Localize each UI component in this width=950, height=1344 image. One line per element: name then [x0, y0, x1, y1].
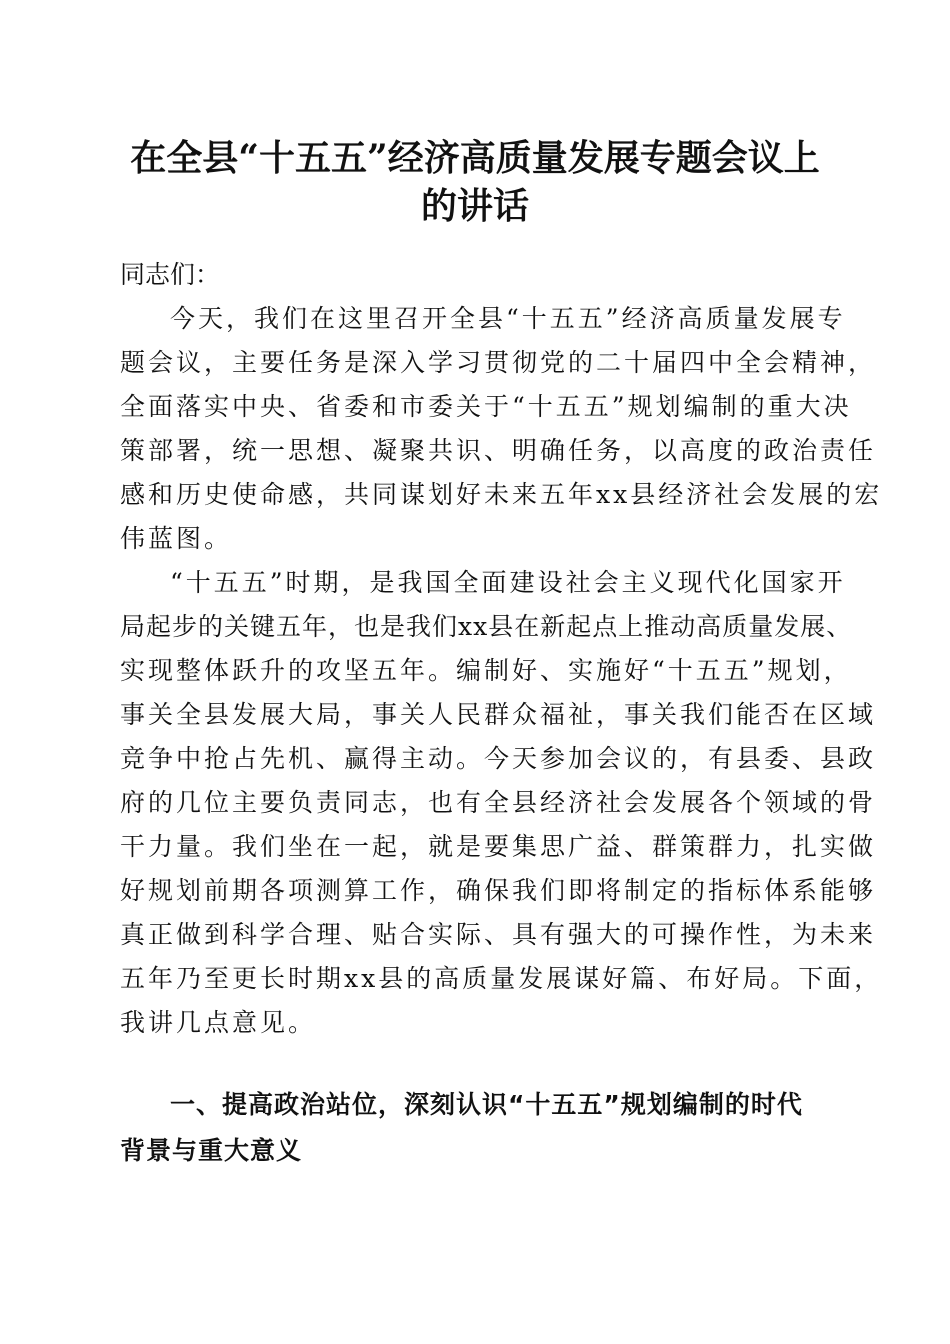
title-line: 的讲话 — [420, 185, 529, 227]
paragraph-line: 感和历史使命感，共同谋划好未来五年xx县经济社会发展的宏 — [120, 480, 883, 509]
document-title — [100, 134, 850, 230]
paragraph-line: 全面落实中央、省委和市委关于“十五五”规划编制的重大决 — [120, 392, 852, 421]
paragraph-line: 干力量。我们坐在一起，就是要集思广益、群策群力，扎实做 — [120, 832, 877, 861]
paragraph-line: 策部署，统一思想、凝聚共识、明确任务，以高度的政治责任 — [120, 436, 877, 465]
paragraph-line: 五年乃至更长时期xx县的高质量发展谋好篇、布好局。下面， — [120, 964, 883, 993]
paragraph-line: 好规划前期各项测算工作，确保我们即将制定的指标体系能够 — [120, 876, 877, 905]
salutation: 同志们： — [120, 260, 221, 289]
paragraph — [120, 561, 883, 1045]
paragraph-line: 真正做到科学合理、贴合实际、具有强大的可操作性，为未来 — [120, 920, 877, 949]
paragraph-line: 伟蓝图。 — [120, 524, 233, 553]
paragraph-line: 事关全县发展大局，事关人民群众福祉，事关我们能否在区域 — [120, 700, 877, 729]
paragraph-line: 我讲几点意见。 — [120, 1008, 317, 1037]
paragraph-line: 实现整体跃升的攻坚五年。编制好、实施好“十五五”规划， — [120, 656, 852, 685]
paragraph-line: 竞争中抢占先机、赢得主动。今天参加会议的，有县委、县政 — [120, 744, 877, 773]
paragraph-line: 局起步的关键五年，也是我们xx县在新起点上推动高质量发展、 — [120, 612, 853, 641]
heading-line: 一、提高政治站位，深刻认识“十五五”规划编制的时代 — [170, 1090, 803, 1119]
section-heading — [120, 1082, 832, 1174]
document-body — [120, 253, 883, 1045]
title-line: 在全县“十五五”经济高质量发展专题会议上 — [130, 137, 820, 179]
heading-line: 背景与重大意义 — [120, 1136, 303, 1165]
paragraph-line: 今天，我们在这里召开全县“十五五”经济高质量发展专 — [170, 304, 846, 333]
paragraph-line: 题会议，主要任务是深入学习贯彻党的二十届四中全会精神， — [120, 348, 877, 377]
paragraph — [120, 297, 883, 561]
paragraph-line: 府的几位主要负责同志，也有全县经济社会发展各个领域的骨 — [120, 788, 877, 817]
paragraph-line: “十五五”时期，是我国全面建设社会主义现代化国家开 — [170, 568, 846, 597]
